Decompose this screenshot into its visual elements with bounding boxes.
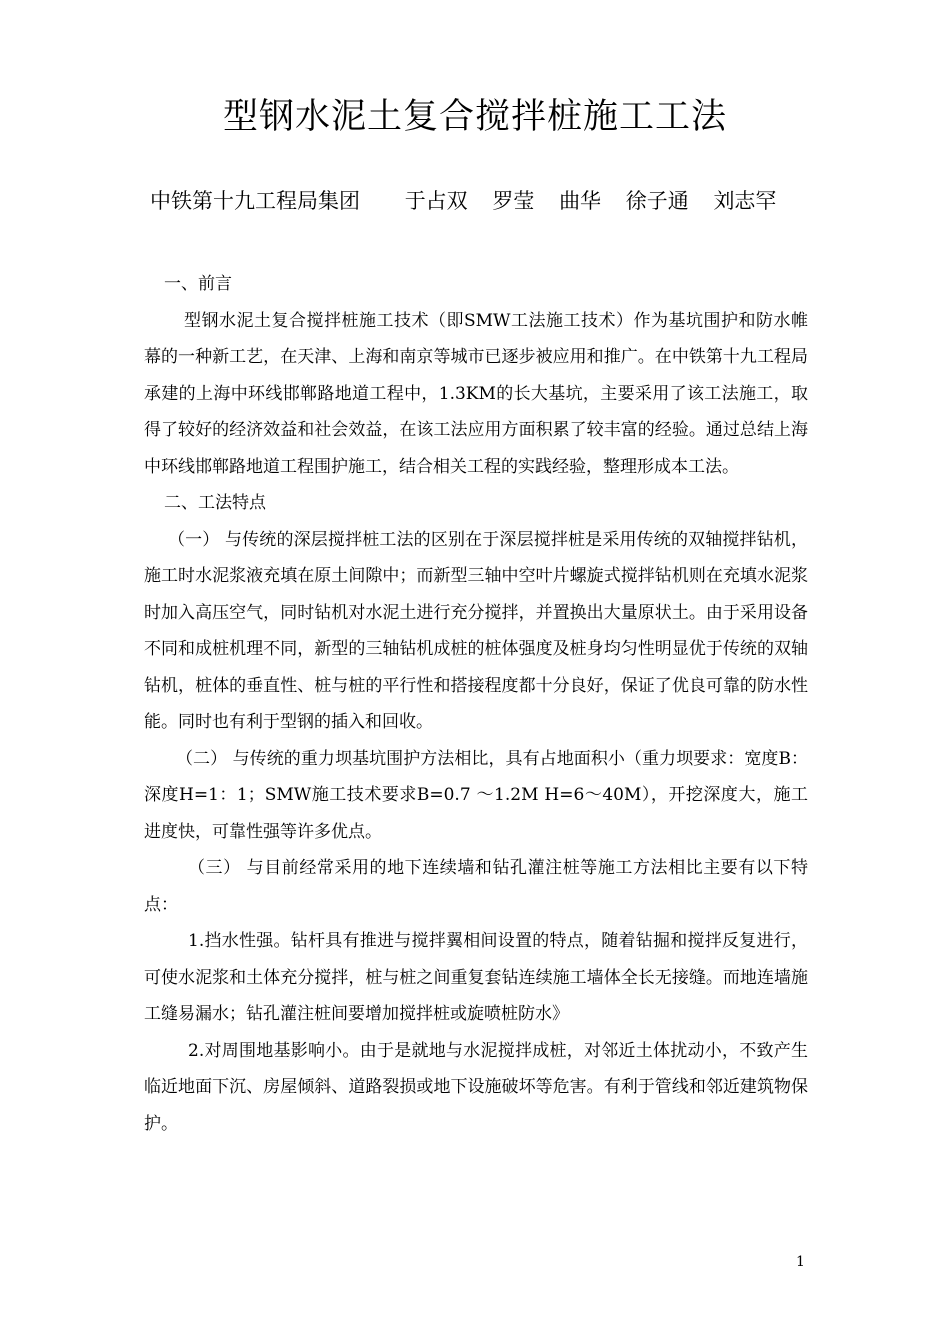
- author-name: 徐子通: [625, 189, 689, 213]
- paragraph-feature-3: （三） 与目前经常采用的地下连续墙和钻孔灌注桩等施工方法相比主要有以下特点：: [144, 858, 808, 915]
- document-title: 型钢水泥土复合搅拌桩施工工法: [222, 97, 727, 137]
- paragraph-feature-2: （二） 与传统的重力坝基坑围护方法相比，具有占地面积小（重力坝要求：宽度B：深度H=1：1；SMW施工技术要求B=0.7 ～1.2M H=6～40M），开挖深度大，施工进度快，可靠性强等许多优点。: [144, 748, 808, 842]
- section-heading-preface: 一、前言: [164, 274, 232, 294]
- paragraph-preface: 型钢水泥土复合搅拌桩施工技术（即SMW工法施工技术）作为基坑围护和防水帷幕的一种新工艺，在天津、上海和南京等城市已逐步被应用和推广。在中铁第十九工程局承建的上海中环线邯郸路地道工程中，1.3KM的长大基坑，主要采用了该工法施工，取得了较好的经济效益和社会效益，在该工法应用方面积累了较丰富的经验。通过总结上海中环线邯郸路地道工程围护施工，结合相关工程的实践经验，整理形成本工法。: [144, 310, 808, 477]
- author-name: 刘志罕: [713, 189, 777, 213]
- paragraph-feature-1: （一） 与传统的深层搅拌桩工法的区别在于深层搅拌桩是采用传统的双轴搅拌钻机，施工时水泥浆液充填在原土间隙中；而新型三轴中空叶片螺旋式搅拌钻机则在充填水泥浆时加入高压空气，同时钻机对水泥土进行充分搅拌，并置换出大量原状土。由于采用设备不同和成桩机理不同，新型的三轴钻机成桩的桩体强度及桩身均匀性明显优于传统的双轴钻机，桩体的垂直性、桩与桩的平行性和搭接程度都十分良好，保证了优良可靠的防水性能。同时也有利于型钢的插入和回收。: [144, 529, 808, 732]
- author-name: 曲华: [559, 189, 602, 213]
- section-heading-features: 二、工法特点: [164, 493, 266, 513]
- document-body: [144, 266, 808, 1142]
- page-number: 1: [796, 1254, 805, 1270]
- author-line: [150, 184, 776, 218]
- author-name: 于占双: [404, 189, 468, 213]
- paragraph-point-1: 1.挡水性强。钻杆具有推进与搅拌翼相间设置的特点，随着钻掘和搅拌反复进行，可使水泥浆和土体充分搅拌，桩与桩之间重复套钻连续施工墙体全长无接缝。而地连墙施工缝易漏水；钻孔灌注桩间要增加搅拌桩或旋喷桩防水》: [144, 931, 808, 1024]
- author-name: 罗莹: [492, 189, 535, 213]
- paragraph-point-2: 2.对周围地基影响小。由于是就地与水泥搅拌成桩，对邻近土体扰动小，不致产生临近地面下沉、房屋倾斜、道路裂损或地下设施破坏等危害。有利于管线和邻近建筑物保护。: [144, 1040, 808, 1134]
- author-organization: 中铁第十九工程局集团: [150, 189, 360, 213]
